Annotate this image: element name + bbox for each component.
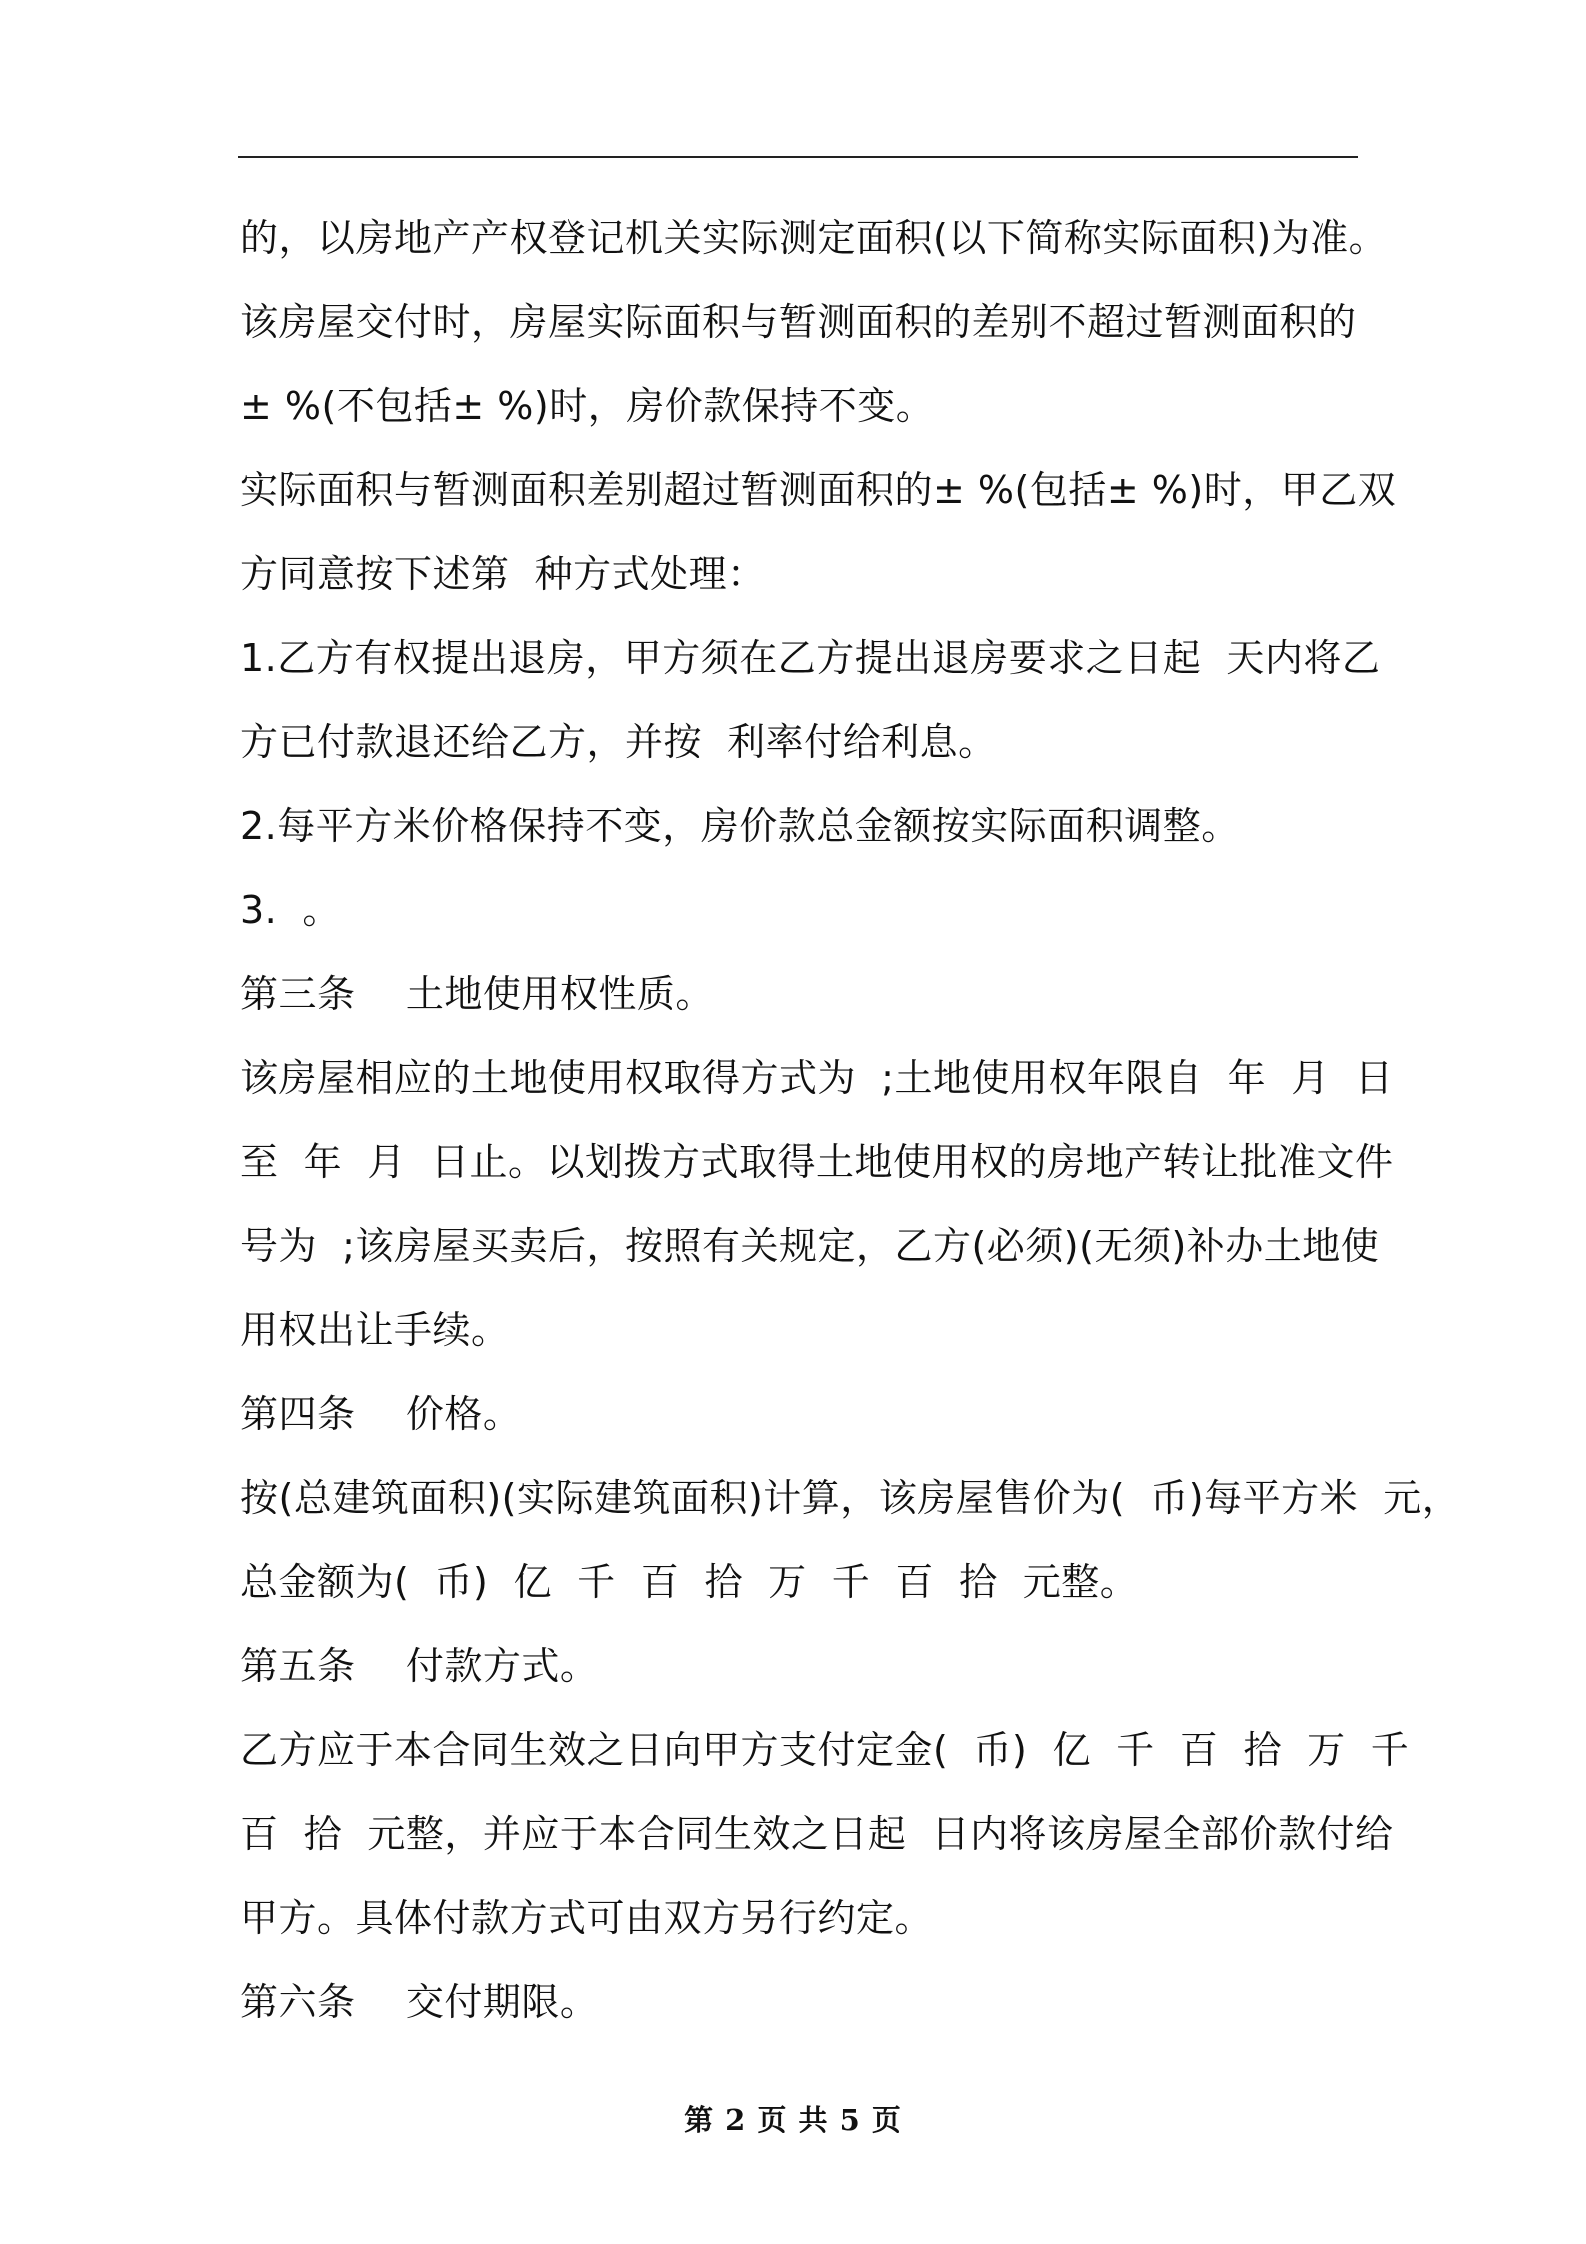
text-line: 百 拾 元整，并应于本合同生效之日起 日内将该房屋全部价款付给: [240, 1812, 1394, 1856]
text-line: 用权出让手续。: [240, 1308, 510, 1352]
page-number: 第 2 页 共 5 页: [684, 2103, 902, 2137]
section-heading: 第五条 付款方式。: [240, 1644, 599, 1688]
text-line: 总金额为( 币) 亿 千 百 拾 万 千 百 拾 元整。: [240, 1560, 1139, 1604]
section-heading: 第三条 土地使用权性质。: [240, 972, 714, 1016]
section-heading: 第四条 价格。: [240, 1392, 522, 1436]
section-heading: 第六条 交付期限。: [240, 1980, 599, 2024]
header-rule: [238, 156, 1358, 158]
text-line: 1.乙方有权提出退房，甲方须在乙方提出退房要求之日起 天内将乙: [240, 636, 1381, 680]
text-line: 至 年 月 日止。以划拨方式取得土地使用权的房地产转让批准文件: [240, 1140, 1394, 1184]
text-line: 按(总建筑面积)(实际建筑面积)计算，该房屋售价为( 币)每平方米 元，: [240, 1476, 1461, 1520]
text-line: 方已付款退还给乙方，并按 利率付给利息。: [240, 720, 997, 764]
text-line: 实际面积与暂测面积差别超过暂测面积的± %(包括± %)时，甲乙双: [240, 468, 1397, 512]
document-body: [240, 196, 1461, 2044]
text-line: 号为 ;该房屋买卖后，按照有关规定，乙方(必须)(无须)补办土地使: [240, 1224, 1380, 1268]
text-line: 甲方。具体付款方式可由双方另行约定。: [240, 1896, 934, 1940]
text-line: 该房屋相应的土地使用权取得方式为 ;土地使用权年限自 年 月 日: [240, 1056, 1394, 1100]
text-line: 该房屋交付时，房屋实际面积与暂测面积的差别不超过暂测面积的: [240, 300, 1357, 344]
text-line: 乙方应于本合同生效之日向甲方支付定金( 币) 亿 千 百 拾 万 千: [240, 1728, 1410, 1772]
text-line: 2.每平方米价格保持不变，房价款总金额按实际面积调整。: [240, 804, 1240, 848]
text-line: 3. 。: [240, 888, 341, 932]
text-line: 方同意按下述第 种方式处理：: [240, 552, 766, 596]
text-line: ± %(不包括± %)时，房价款保持不变。: [240, 384, 935, 428]
text-line: 的，以房地产产权登记机关实际测定面积(以下简称实际面积)为准。: [240, 216, 1388, 260]
